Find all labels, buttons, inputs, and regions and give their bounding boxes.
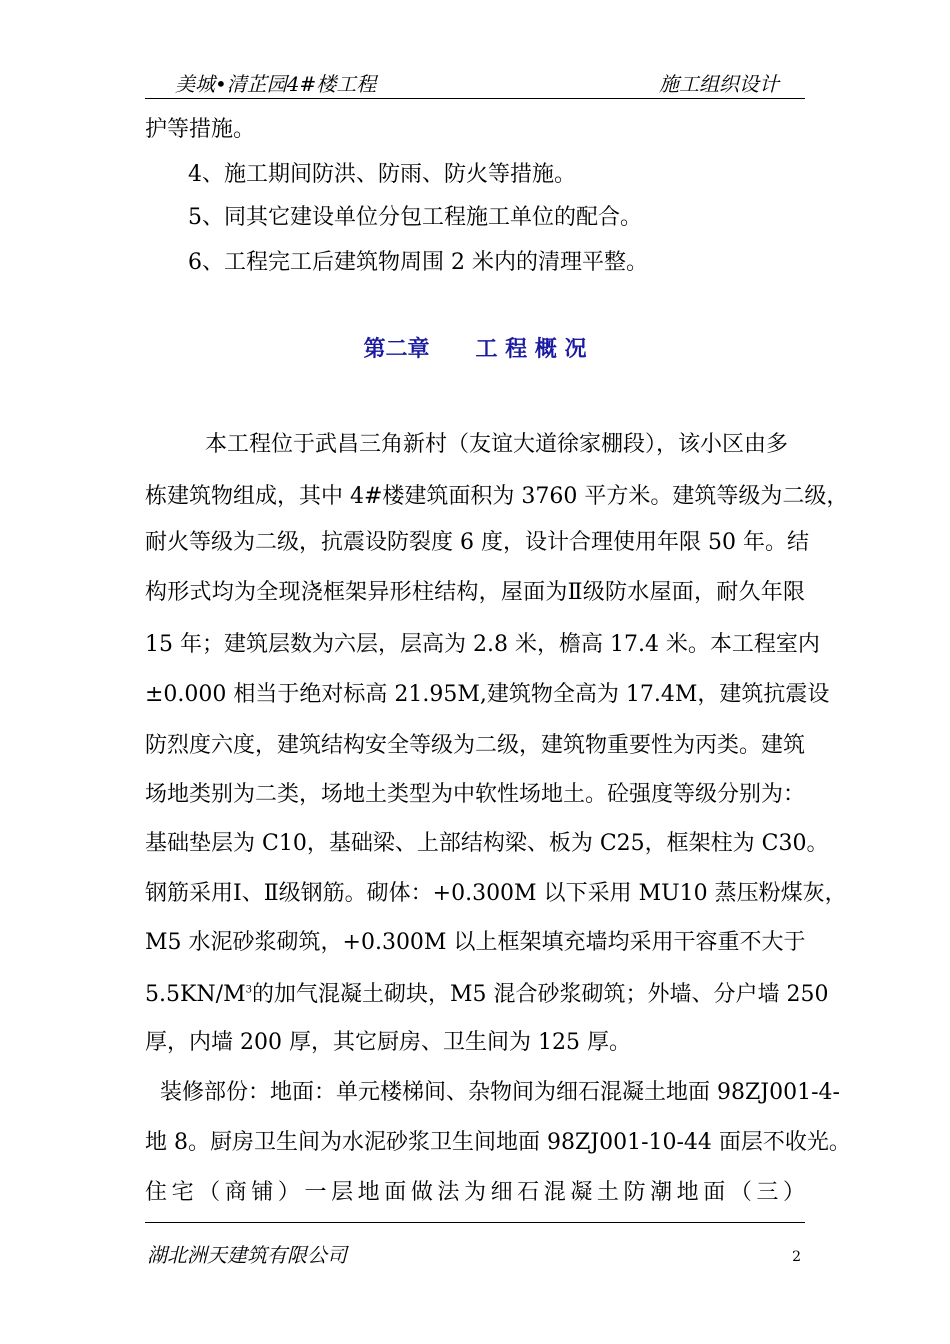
paragraph-line	[145, 980, 829, 1010]
footer-company: 湖北洲天建筑有限公司	[147, 1243, 347, 1267]
paragraph-line: 耐火等级为二级，抗震设防裂度 6 度，设计合理使用年限 50 年。结	[145, 530, 809, 555]
unit-superscript: 3	[245, 984, 252, 996]
page-number: 2	[792, 1249, 801, 1265]
paragraph-line: 防烈度六度，建筑结构安全等级为二级，建筑物重要性为丙类。建筑	[145, 733, 806, 758]
unit-line-rest: 的加气混凝土砌块，M5 混合砂浆砌筑；外墙、分户墙 250	[252, 982, 829, 1007]
paragraph-line: 钢筋采用Ⅰ、Ⅱ级钢筋。砌体：+0.300M 以下采用 MU10 蒸压粉煤灰，	[145, 881, 847, 906]
chapter-title: 工 程 概 况	[475, 337, 587, 362]
paragraph-line: 地 8。厨房卫生间为水泥砂浆卫生间地面 98ZJ001-10-44 面层不收光。	[145, 1130, 851, 1155]
list-item: 4、施工期间防洪、防雨、防火等措施。	[188, 162, 576, 187]
list-item: 5、同其它建设单位分包工程施工单位的配合。	[188, 205, 642, 230]
paragraph-line: ±0.000 相当于绝对标高 21.95M,建筑物全高为 17.4M，建筑抗震设	[145, 682, 830, 707]
paragraph-line: 构形式均为全现浇框架异形柱结构，屋面为Ⅱ级防水屋面，耐久年限	[145, 580, 805, 605]
paragraph-line: 场地类别为二类，场地土类型为中软性场地土。砼强度等级分别为：	[145, 782, 806, 807]
page-footer	[145, 1222, 805, 1267]
text-line: 护等措施。	[145, 117, 256, 142]
chapter-heading	[0, 335, 950, 365]
paragraph-line: 基础垫层为 C10，基础梁、上部结构梁、板为 C25，框架柱为 C30。	[145, 831, 829, 856]
paragraph-line: 装修部份：地面：单元楼梯间、杂物间为细石混凝土地面 98ZJ001-4-	[160, 1080, 840, 1105]
paragraph-line: 本工程位于武昌三角新村（友谊大道徐家棚段），该小区由多	[205, 432, 789, 457]
page-header	[145, 62, 805, 99]
header-doc-title: 施工组织设计	[659, 72, 779, 96]
list-item: 6、工程完工后建筑物周围 2 米内的清理平整。	[188, 250, 648, 275]
paragraph-line: 栋建筑物组成，其中 4#楼建筑面积为 3760 平方米。建筑等级为二级，	[145, 484, 849, 509]
header-project-title: 美城•清芷园4#楼工程	[175, 72, 377, 96]
chapter-number: 第二章	[363, 337, 430, 362]
paragraph-line: 15 年；建筑层数为六层，层高为 2.8 米，檐高 17.4 米。本工程室内	[145, 632, 820, 657]
paragraph-line: 厚，内墙 200 厚，其它厨房、卫生间为 125 厚。	[145, 1030, 631, 1055]
paragraph-line: 住宅（商铺）一层地面做法为细石混凝土防潮地面（三）	[145, 1180, 805, 1205]
unit-text: 5.5KN/M	[145, 982, 246, 1007]
paragraph-line: M5 水泥砂浆砌筑，+0.300M 以上框架填充墙均采用干容重不大于	[145, 930, 806, 955]
